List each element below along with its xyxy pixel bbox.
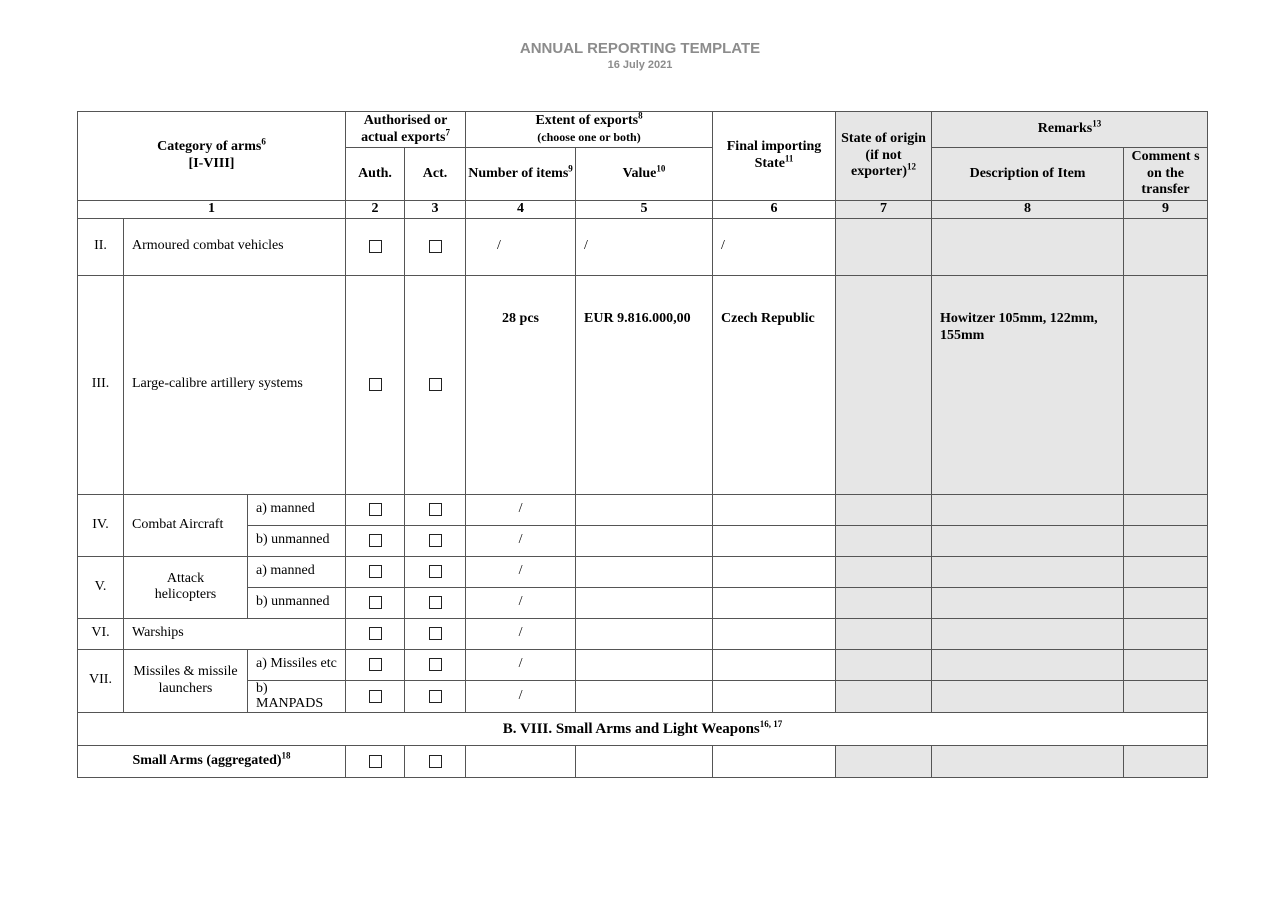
auth-checkbox[interactable]	[346, 275, 405, 494]
roman-numeral: IV.	[78, 494, 124, 556]
category-name: Attack helicopters	[124, 556, 248, 618]
description-cell	[932, 745, 1124, 777]
state-cell: Czech Republic	[713, 275, 836, 494]
checkbox-icon	[369, 240, 382, 253]
table-row	[78, 680, 1208, 712]
checkbox-icon	[429, 565, 442, 578]
auth-checkbox[interactable]	[346, 745, 405, 777]
comments-cell	[1124, 587, 1208, 618]
checkbox-icon	[369, 627, 382, 640]
comments-cell	[1124, 275, 1208, 494]
origin-cell	[836, 525, 932, 556]
comments-cell	[1124, 494, 1208, 525]
state-cell	[713, 649, 836, 680]
col-number: 8	[932, 201, 1124, 219]
auth-header: Auth.	[346, 148, 405, 201]
description-cell	[932, 556, 1124, 587]
small-arms-label: Small Arms (aggregated)$^{18}$	[78, 745, 346, 777]
roman-numeral: II.	[78, 218, 124, 275]
checkbox-icon	[429, 240, 442, 253]
description-cell	[932, 494, 1124, 525]
roman-numeral: V.	[78, 556, 124, 618]
state-origin-header: State of origin (if not exporter)$^{12}$	[836, 112, 932, 201]
document-date: 16 July 2021	[607, 59, 673, 71]
origin-cell	[836, 618, 932, 649]
roman-numeral: VI.	[78, 618, 124, 649]
act-header: Act.	[405, 148, 466, 201]
comments-header: Comment s on the transfer	[1124, 148, 1208, 201]
checkbox-icon	[429, 627, 442, 640]
state-cell: /	[713, 218, 836, 275]
value-cell	[576, 618, 713, 649]
items-cell: /	[466, 649, 576, 680]
comments-cell	[1124, 745, 1208, 777]
description-cell: Howitzer 105mm, 122mm, 155mm	[932, 275, 1124, 494]
description-cell	[932, 618, 1124, 649]
checkbox-icon	[369, 690, 382, 703]
checkbox-icon	[369, 658, 382, 671]
value-cell	[576, 649, 713, 680]
state-cell	[713, 587, 836, 618]
description-cell	[932, 218, 1124, 275]
items-cell: /	[466, 525, 576, 556]
description-cell	[932, 587, 1124, 618]
auth-checkbox[interactable]	[346, 680, 405, 712]
value-cell: EUR 9.816.000,00	[576, 275, 713, 494]
table-row	[78, 275, 1208, 494]
table-row	[78, 649, 1208, 680]
checkbox-icon	[369, 534, 382, 547]
checkbox-icon	[429, 658, 442, 671]
auth-checkbox[interactable]	[346, 556, 405, 587]
description-cell	[932, 525, 1124, 556]
roman-numeral: III.	[78, 275, 124, 494]
value-cell	[576, 556, 713, 587]
category-name: Combat Aircraft	[124, 494, 248, 556]
subcategory-label: a) manned	[248, 556, 346, 587]
state-cell	[713, 525, 836, 556]
checkbox-icon	[429, 755, 442, 768]
checkbox-icon	[429, 690, 442, 703]
checkbox-icon	[429, 378, 442, 391]
table-row	[78, 218, 1208, 275]
act-checkbox[interactable]	[405, 649, 466, 680]
col-number: 1	[78, 201, 346, 219]
value-cell	[576, 494, 713, 525]
act-checkbox[interactable]	[405, 680, 466, 712]
col-number: 6	[713, 201, 836, 219]
act-checkbox[interactable]	[405, 618, 466, 649]
checkbox-icon	[429, 503, 442, 516]
reporting-table	[77, 111, 1208, 778]
items-cell	[466, 745, 576, 777]
table-row	[78, 494, 1208, 525]
act-checkbox[interactable]	[405, 587, 466, 618]
comments-cell	[1124, 680, 1208, 712]
state-cell	[713, 745, 836, 777]
items-cell: 28 pcs	[466, 275, 576, 494]
origin-cell	[836, 494, 932, 525]
act-checkbox[interactable]	[405, 275, 466, 494]
description-cell	[932, 680, 1124, 712]
subcategory-label: a) manned	[248, 494, 346, 525]
origin-cell	[836, 649, 932, 680]
table-row	[78, 618, 1208, 649]
category-name: Missiles & missile launchers	[124, 649, 248, 712]
roman-numeral: VII.	[78, 649, 124, 712]
subcategory-label: b) unmanned	[248, 587, 346, 618]
act-checkbox[interactable]	[405, 556, 466, 587]
comments-cell	[1124, 649, 1208, 680]
state-cell	[713, 618, 836, 649]
state-cell	[713, 556, 836, 587]
checkbox-icon	[369, 503, 382, 516]
items-cell: /	[466, 494, 576, 525]
act-checkbox[interactable]	[405, 494, 466, 525]
auth-checkbox[interactable]	[346, 494, 405, 525]
auth-checkbox[interactable]	[346, 618, 405, 649]
act-checkbox[interactable]	[405, 218, 466, 275]
number-items-header: Number of items$^9$	[466, 148, 576, 201]
checkbox-icon	[369, 565, 382, 578]
items-cell: /	[466, 556, 576, 587]
comments-cell	[1124, 218, 1208, 275]
act-checkbox[interactable]	[405, 525, 466, 556]
subcategory-label: b) unmanned	[248, 525, 346, 556]
origin-cell	[836, 745, 932, 777]
table-row	[78, 745, 1208, 777]
table-row	[78, 587, 1208, 618]
remarks-header: Remarks$^{13}$	[932, 112, 1208, 148]
checkbox-icon	[369, 596, 382, 609]
state-cell	[713, 494, 836, 525]
value-cell	[576, 587, 713, 618]
extent-header: Extent of exports$^8$ (choose one or both)	[466, 112, 713, 148]
description-cell	[932, 649, 1124, 680]
value-cell: /	[576, 218, 713, 275]
items-cell: /	[466, 587, 576, 618]
table-row	[78, 556, 1208, 587]
col-number: 3	[405, 201, 466, 219]
items-cell: /	[466, 218, 576, 275]
origin-cell	[836, 556, 932, 587]
category-name: Large-calibre artillery systems	[124, 275, 346, 494]
section-b-heading: B. VIII. Small Arms and Light Weapons$^{16, 17}$	[78, 712, 1208, 745]
category-name: Armoured combat vehicles	[124, 218, 346, 275]
category-header: Category of arms$^6$ [I-VIII]	[78, 112, 346, 201]
subcategory-label: a) Missiles etc	[248, 649, 346, 680]
origin-cell	[836, 680, 932, 712]
col-number: 4	[466, 201, 576, 219]
auth-checkbox[interactable]	[346, 525, 405, 556]
value-cell	[576, 745, 713, 777]
value-cell	[576, 680, 713, 712]
origin-cell	[836, 275, 932, 494]
checkbox-icon	[429, 534, 442, 547]
checkbox-icon	[429, 596, 442, 609]
checkbox-icon	[369, 378, 382, 391]
col-number: 7	[836, 201, 932, 219]
table-row	[78, 525, 1208, 556]
col-number: 2	[346, 201, 405, 219]
items-cell: /	[466, 680, 576, 712]
act-checkbox[interactable]	[405, 745, 466, 777]
auth-checkbox[interactable]	[346, 218, 405, 275]
document-title: ANNUAL REPORTING TEMPLATE	[519, 40, 761, 57]
auth-checkbox[interactable]	[346, 649, 405, 680]
subcategory-label: b) MANPADS	[248, 680, 346, 712]
state-cell	[713, 680, 836, 712]
comments-cell	[1124, 525, 1208, 556]
authorised-header: Authorised or actual exports$^7$	[346, 112, 466, 148]
auth-checkbox[interactable]	[346, 587, 405, 618]
category-name: Warships	[124, 618, 346, 649]
origin-cell	[836, 218, 932, 275]
items-cell: /	[466, 618, 576, 649]
description-header: Description of Item	[932, 148, 1124, 201]
checkbox-icon	[369, 755, 382, 768]
value-header: Value$^{10}$	[576, 148, 713, 201]
col-number: 9	[1124, 201, 1208, 219]
value-cell	[576, 525, 713, 556]
comments-cell	[1124, 556, 1208, 587]
origin-cell	[836, 587, 932, 618]
comments-cell	[1124, 618, 1208, 649]
final-importing-header: Final importing State$^{11}$	[713, 112, 836, 201]
col-number: 5	[576, 201, 713, 219]
